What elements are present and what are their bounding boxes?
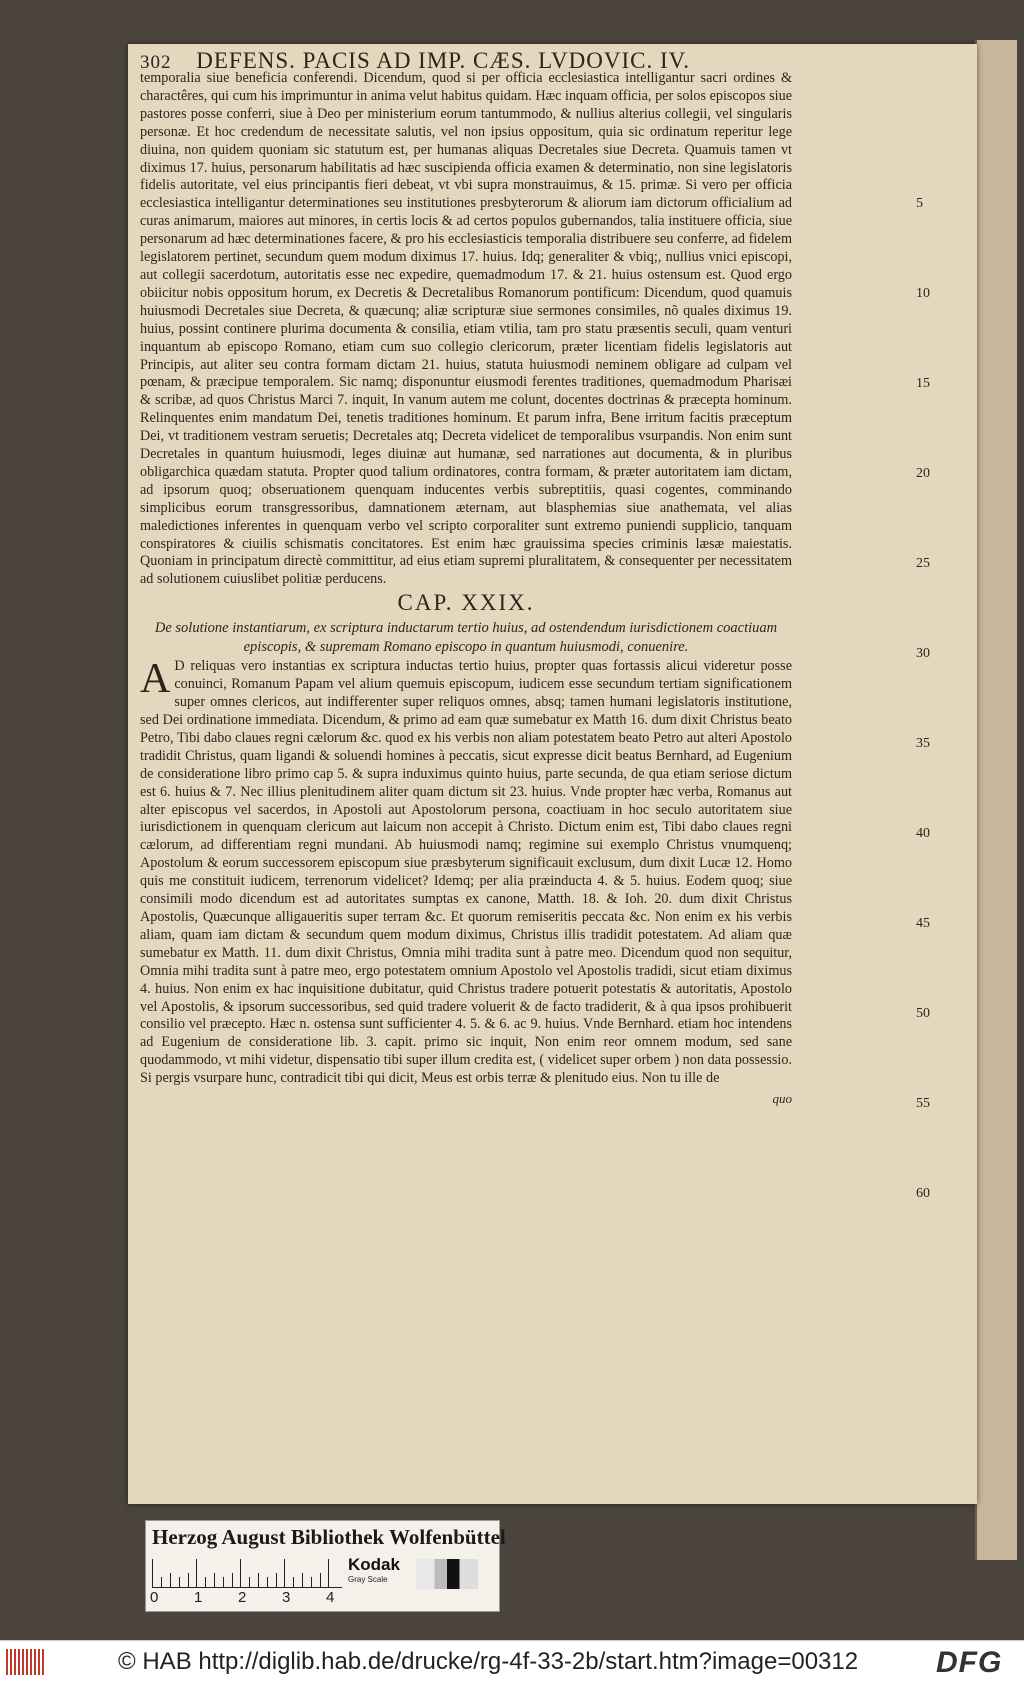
ruler-tick	[293, 1577, 294, 1587]
ruler-labels	[150, 1589, 350, 1606]
ruler-tick	[311, 1577, 312, 1587]
footer-credit[interactable]: © HAB http://diglib.hab.de/drucke/rg-4f-33-2b/start.htm?image=00312	[118, 1648, 859, 1675]
ruler-tick	[258, 1573, 259, 1587]
running-title: DEFENS. PACIS AD IMP. CÆS. LVDOVIC. IV.	[196, 48, 691, 73]
ruler-tick	[196, 1559, 197, 1587]
card-title: Herzog August Bibliothek Wolfenbüttel	[152, 1525, 506, 1549]
page-number: 302	[140, 52, 172, 73]
ruler-tick	[214, 1573, 215, 1587]
body-paragraph-2-text: D reliquas vero instantias ex scriptura inductas tertio huius, propter quas fortassis alicui videretur posse conuinci, Romanum Papam vel alium quemuis episcopum, iudicem esse secundum tertiam significationem super omnes clericos, aut indifferenter super reliquos omnes, absq; tamen humani legislatoris institutione, sed Dei ordinatione immediata. Dicendum, & primo ad eam quæ sumebatur ex Matth 16. dum dixit Christus beato Petro, Tibi dabo claues regni cælorum &c. quod ex his verbis non aliam potestatem beato Petro aut alteri Apostolo tradidit Christus, quam ligandi & soluendi homines à peccatis, sicut expresse dicit beatus Bernhard, ad Eugenium de consideratione libro primo cap 5. & supra induximus quinto huius, parte secunda, de qua etiam seriose dictum est 6. huius & 7. Nec illius plenitudinem aliter quam dictum sit 23. huius. Vnde propter hæc verba, Romanus aut alter episcopus vel sacerdos, in Apostoli aut Apostolorum persona, coactiuam in hoc seculo autoritatem siue iurisdictionem in quenquam clericum aut laicum non accepit à Christo. Dictum enim est, Tibi dabo claues regni cælorum, ad differentiam regni mundani. Ab huiusmodi namq; regimine sui exemplo Christus vnumquenq; Apostolum & eorum successorem episcopum siue præsbyterum significauit exclusum, dum dixit Lucæ 12. Homo quis me constituit iudicem, terrenorum videlicet? Idemq; per alia præinducta 4. & 5. huius. Eodem quoq; siue consimili modo dicendum est ad autoritates sumptas ex canone, Matth. 18. & Ioh. 20. dum dixit Christus Apostolis, Quæcunque alligaueritis super terram &c. Et quorum remiseritis peccata &c. Non enim ex his verbis aliam, quam iam dictam & secundum quem modum diximus, Christus illis tradidit potestatem. Ad aliam quæ sumebatur ex Matth. 11. dum dixit Christus, Omnia mihi tradita sunt à patre meo. Dicendum quod non sequitur, Omnia mihi tradita sunt à patre meo, ergo potestatem omnium Apostolo vel Apostolis tradidi, sicut etiam diximus 4. huius. Non enim ex hac inquisitione dubitatur, quid Christus tradere potuerit potestatis & autoritatis, Apostolo vel Apostolis, & ipsorum successoribus, sed quid tradere voluerit & de facto tradiderit, & à qua ipsos prohibuerit consilio vel præcepto. Hæc n. ostensa sunt sufficienter 4. 5. & 6. ac 9. huius. Vnde Bernhard. etiam hoc intendens ad Eugenium de consideratione lib. 3. capit. primo sic inquit, Non enim reor omnem modum, sed sane quodammodo, vt mihi videtur, dispensatio tibi super illum credita est, ( videlicet super orbem ) non data possessio. Si pergis vsurpare hunc, contradicit tibi qui dicit, Meus est orbis terræ & plenitudo eius. Non tu ille de	[140, 658, 792, 1087]
page-text	[140, 70, 792, 1108]
margin-number: 60	[916, 1186, 930, 1201]
body-paragraph-2	[140, 658, 792, 1088]
margin-number: 20	[916, 466, 930, 481]
ruler-tick	[240, 1559, 241, 1587]
ruler-tick	[161, 1577, 162, 1587]
margin-number: 10	[916, 286, 930, 301]
barcode-icon	[6, 1649, 46, 1675]
footer-bar	[0, 1640, 1024, 1684]
ruler-tick	[232, 1573, 233, 1587]
ruler-tick	[328, 1559, 329, 1587]
margin-number: 30	[916, 646, 930, 661]
facing-page-edge	[975, 40, 1017, 1560]
margin-number: 40	[916, 826, 930, 841]
ruler-tick	[223, 1577, 224, 1587]
margin-line-numbers	[916, 0, 946, 1500]
ruler-tick	[205, 1577, 206, 1587]
ruler-tick	[249, 1577, 250, 1587]
dfg-logo: DFG	[936, 1646, 1003, 1679]
ruler-label: 0	[150, 1589, 159, 1606]
ruler-tick	[284, 1559, 285, 1587]
drop-cap: A	[140, 656, 171, 703]
chapter-heading: CAP. XXIX.	[397, 590, 535, 616]
kodak-logo: Kodak	[348, 1555, 400, 1574]
margin-number: 50	[916, 1006, 930, 1021]
gray-scale-swatch	[416, 1559, 478, 1589]
scale-card	[145, 1520, 506, 1612]
ruler-label: 3	[282, 1589, 291, 1606]
margin-number: 25	[916, 556, 930, 571]
body-paragraph-1: temporalia siue beneficia conferendi. Dicendum, quod si per officia ecclesiastica intelligantur sacri ordines & charactêres, qui cum his imprimuntur in anima velut habitus quidam. Hæc inquam officia, per solos episcopos siue pastores posse conferri, siue à Deo per ministerium eorum tantummodo, & nullius alterius collegii, vel singularis personæ. Et hoc credendum de necessitate salutis, vel non ipsius oppositum, quia sic ordinatum reperitur lege diuina, non quidem quoniam sic statutum est, per humanas aliquas Decretales siue Decreta. Quamuis tamen vt diximus 17. huius, personarum habilitatis ad hæc suscipienda officia examen & determinatio, non sine legislatoris fidelis autoritate, vel eius principantis fieri debeat, vt vbi supra monstrauimus, & 15. primæ. Si vero per officia ecclesiastica intelligantur determinationes seu institutiones presbyterorum & aliorum iam dictorum officialium ad curas animarum, maiores aut minores, in certis locis & ad certos populos gubernandos, talia instituere officia, siue personarum ad hæc determinationes facere, & pro his ecclesiasticis temporalia distribuere seu conferre, ad fidelem legislatorem pertinet, secundum quem modum diximus 17. huius. Idq; generaliter & vbiq;, nullius vnici episcopi, aut collegii sacerdotum, autoritatis esse nec expedire, quemadmodum 17. & 21. huius ostensum est. Quod ergo obiicitur nobis oppositum horum, ex Decretis & Decretalibus Romanorum pontificum: Dicendum, quod quamuis huiusmodi Decretales siue Decreta, & quæcunq; aliæ scripturæ siue sermones consimiles, nõ quales diximus 19. huius, possint continere plurima documenta & consilia, etiam vtilia, tam pro statu præsentis seculi, quam venturi inquantum ab episcopo Romano, etiam cum suo collegio clericorum, præter licentiam fidelis legislatoris aut Principis, aut aliter seu contra formam dictam 21. huius, statuta huiusmodi neminem obligare ad culpam vel pœnam, & præcipue temporalem. Sic namq; disponuntur eiusmodi ferentes traditiones, quemadmodum Pharisæi & scribæ, ad quos Christus Marci 7. inquit, In vanum autem me colunt, docentes doctrinas & præcepta hominum. Relinquentes enim mandatum Dei, tenetis traditiones hominum. Et parum infra, Bene irritum facitis præceptum Dei, vt traditionem vestram seruetis; Decretales atq; Decreta videlicet de temporalibus vsurpandis. Non enim sunt Decretales in quantum huiusmodi, leges diuinæ aut humanæ, sed narrationes aut documenta, & in pluribus obligarchica quædam statuta. Propter quod talium ordinatores, contra formam, & præter autoritatem iam dictam, ad ipsorum quoq; obseruationem quenquam inducentes verbis subreptitiis, quasi cogentes, comminando simplicibus eorum transgressoribus, damnationem æternam, aut blasphemias siue anathemata, vel alias maledictiones inferentes in quenquam verbo vel scripto corporaliter sunt extremo puniendi supplicio, tanquam conspiratores & ciuilis schismatis concitatores. Est enim hæc grauissima species criminis læsæ maiestatis. Quoniam in principatum directè committitur, ad eius etiam supremi pluralitatem, & consequenter per necessitatem ad solutionem cuiuslibet politiæ perducens.	[140, 70, 792, 588]
margin-number: 45	[916, 916, 930, 931]
ruler	[152, 1559, 342, 1588]
gray-scale-label: Gray Scale	[348, 1575, 388, 1584]
chapter-subtitle: De solutione instantiarum, ex scriptura inductarum tertio huius, ad ostendendum iurisdictionem coactiuam episcopis, & supremam Romano episcopo in quantum huiusmodi, conuenire.	[154, 620, 778, 655]
ruler-label: 4	[326, 1589, 335, 1606]
ruler-tick	[188, 1573, 189, 1587]
margin-number: 55	[916, 1096, 930, 1111]
catchword: quo	[772, 1091, 792, 1107]
margin-number: 35	[916, 736, 930, 751]
ruler-tick	[170, 1573, 171, 1587]
ruler-tick	[320, 1573, 321, 1587]
ruler-tick	[179, 1577, 180, 1587]
ruler-tick	[276, 1573, 277, 1587]
ruler-tick	[267, 1577, 268, 1587]
margin-number: 15	[916, 376, 930, 391]
ruler-tick	[302, 1573, 303, 1587]
ruler-tick	[152, 1559, 153, 1587]
ruler-label: 1	[194, 1589, 203, 1606]
ruler-label: 2	[238, 1589, 247, 1606]
margin-number: 5	[916, 196, 923, 211]
